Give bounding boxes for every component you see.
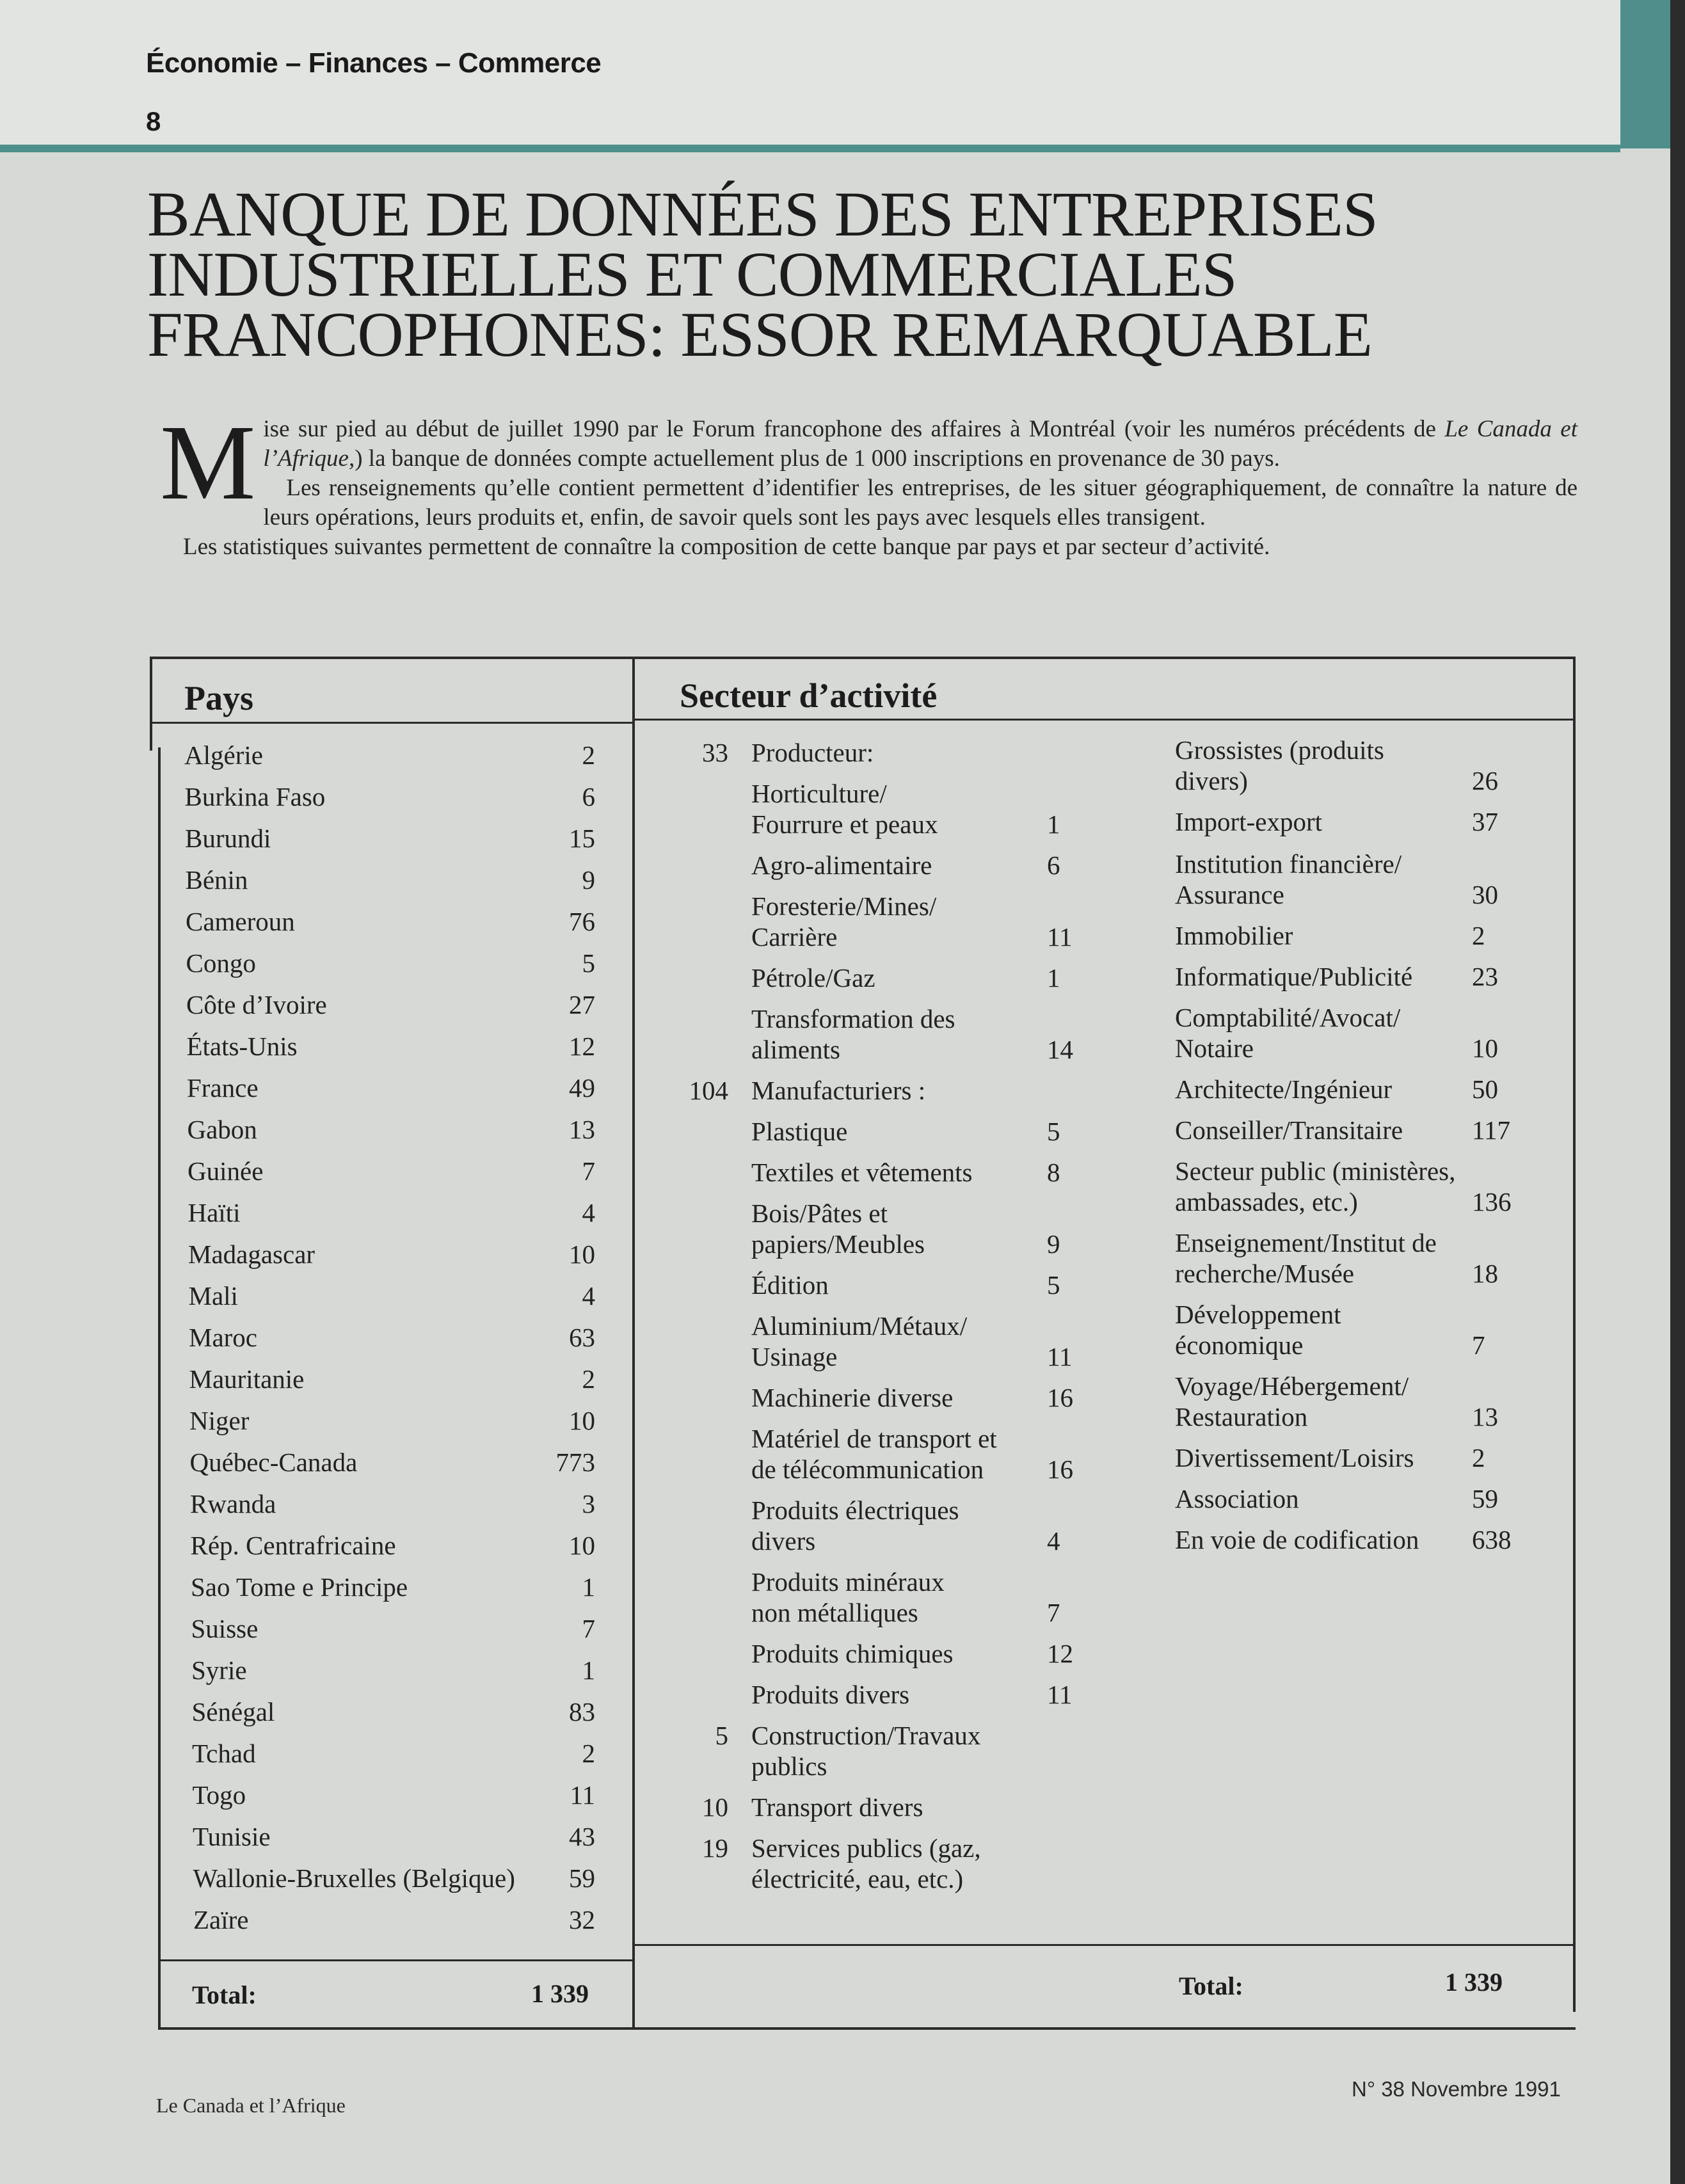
sector-label: Architecte/Ingénieur	[1175, 1074, 1393, 1104]
country-name: Niger	[189, 1406, 250, 1435]
country-name: Gabon	[187, 1115, 257, 1144]
sector-label: ambassades, etc.)	[1175, 1187, 1358, 1216]
sector-label: Horticulture/	[751, 779, 887, 808]
sector-label: Grossistes (produits	[1175, 735, 1384, 765]
country-name: Suisse	[191, 1614, 259, 1643]
sector-label: Pétrole/Gaz	[751, 963, 875, 992]
intro-paragraph: Les statistiques suivantes permettent de connaître la composition de cette banque par pays et par secteur d’activité.	[183, 534, 1270, 560]
country-name: Burundi	[185, 824, 271, 853]
country-name: Cameroun	[186, 907, 295, 936]
publication-name: Le Canada et l’Afrique,	[263, 416, 1577, 472]
sector-label: Institution financière/	[1175, 849, 1402, 879]
country-count: 10	[569, 1406, 595, 1435]
sector-label: Produits divers	[751, 1680, 910, 1709]
header-rule	[0, 145, 1620, 152]
intro-text-run: ise sur pied au début de juillet 1990 par le Forum francophone des affaires à Montréal (voir les numéros précédents de	[263, 416, 1445, 442]
table-left-rule-lower	[158, 747, 161, 2030]
country-name: Mali	[188, 1281, 238, 1311]
sector-group-count: 104	[689, 1076, 728, 1105]
country-name: Rép. Centrafricaine	[190, 1531, 396, 1560]
sector-group-count: 33	[702, 738, 728, 767]
sector-count: 14	[1047, 1035, 1073, 1064]
country-count: 7	[582, 1614, 595, 1643]
country-count: 6	[582, 782, 595, 811]
country-count: 9	[582, 865, 595, 895]
country-count: 12	[569, 1032, 595, 1061]
sector-count: 30	[1472, 880, 1498, 909]
secteur-total-rule	[635, 1944, 1576, 1946]
intro-text	[160, 403, 1577, 562]
country-name: Burkina Faso	[184, 782, 326, 811]
sector-label: Services publics (gaz,	[751, 1833, 981, 1863]
footer-publication: Le Canada et l’Afrique	[156, 2094, 346, 2117]
sector-label: Informatique/Publicité	[1175, 962, 1413, 991]
sector-count: 9	[1047, 1229, 1060, 1259]
sector-label: Transport divers	[751, 1792, 923, 1822]
sector-label: Association	[1175, 1484, 1299, 1513]
country-name: Tunisie	[193, 1822, 271, 1851]
sector-count: 26	[1472, 766, 1498, 795]
country-count: 4	[582, 1281, 595, 1311]
secteur-total-value: 1 339	[1445, 1968, 1503, 1997]
pays-header: Pays	[184, 679, 253, 717]
secteur-total-label: Total:	[1179, 1972, 1243, 2000]
sector-label: divers	[751, 1526, 816, 1556]
sector-label: Conseiller/Transitaire	[1175, 1115, 1403, 1145]
country-name: Guinée	[188, 1156, 264, 1186]
sector-group-count: 19	[702, 1833, 728, 1863]
sector-label: En voie de codification	[1175, 1525, 1419, 1554]
sector-count: 7	[1472, 1330, 1485, 1360]
sector-label: publics	[751, 1751, 827, 1781]
country-name: Maroc	[189, 1323, 258, 1352]
sector-label: Notaire	[1175, 1033, 1254, 1063]
sector-count: 8	[1047, 1158, 1060, 1187]
sector-label: Fourrure et peaux	[751, 809, 938, 839]
country-count: 1	[582, 1572, 595, 1602]
table-right-rule	[1573, 657, 1576, 2012]
sector-count: 11	[1047, 1342, 1073, 1371]
section-name: Économie – Finances – Commerce	[146, 47, 602, 79]
country-name: Sénégal	[191, 1697, 275, 1726]
sector-label: Enseignement/Institut de	[1175, 1228, 1437, 1257]
sector-label: électricité, eau, etc.)	[751, 1864, 964, 1893]
country-name: Sao Tome e Principe	[191, 1572, 408, 1602]
country-name: Togo	[192, 1780, 246, 1810]
sector-label: économique	[1175, 1330, 1304, 1360]
country-name: Québec-Canada	[189, 1447, 358, 1477]
sector-label: Bois/Pâtes et	[751, 1199, 888, 1228]
sector-count: 59	[1472, 1484, 1498, 1513]
sector-count: 7	[1047, 1598, 1060, 1627]
country-count: 15	[569, 824, 595, 853]
pays-total-label: Total:	[192, 1981, 257, 2009]
sector-count: 12	[1047, 1639, 1073, 1668]
country-name: Haïti	[188, 1198, 241, 1227]
sector-label: recherche/Musée	[1175, 1259, 1354, 1288]
intro-text-run: ) la banque de données compte actuellement plus de 1 000 inscriptions en provenance de 30 pays.	[355, 445, 1280, 472]
drop-cap: M	[160, 403, 256, 522]
sector-count: 11	[1047, 922, 1073, 952]
sector-label: Restauration	[1175, 1402, 1308, 1431]
secteur-header: Secteur d’activité	[680, 676, 938, 715]
country-count: 59	[569, 1863, 595, 1893]
sector-label: Aluminium/Métaux/	[751, 1311, 968, 1341]
intro-paragraph: Les renseignements qu’elle contient permettent d’identifier les entreprises, de les situer géographiquement, de connaître la nature de leurs opérations, leurs produits et, enfin, de savoir quels sont les pays avec lesquels elles transigent.	[263, 475, 1577, 530]
country-count: 11	[570, 1780, 595, 1810]
sector-label: divers)	[1175, 766, 1248, 795]
sector-label: Textiles et vêtements	[751, 1158, 973, 1187]
sector-label: Plastique	[751, 1117, 848, 1146]
sector-label: Divertissement/Loisirs	[1175, 1443, 1414, 1472]
page-number: 8	[146, 106, 161, 136]
sector-label: Foresterie/Mines/	[751, 891, 937, 921]
sector-count: 2	[1472, 921, 1485, 950]
sector-label: Produits minéraux	[751, 1567, 945, 1597]
sector-count: 638	[1472, 1525, 1512, 1554]
country-name: Congo	[186, 948, 256, 978]
country-count: 3	[582, 1489, 595, 1518]
sector-count: 11	[1047, 1680, 1073, 1709]
sector-count: 18	[1472, 1259, 1498, 1288]
sector-label: Produits électriques	[751, 1495, 959, 1525]
country-name: Mauritanie	[189, 1364, 305, 1394]
country-count: 773	[555, 1447, 595, 1477]
country-name: Madagascar	[188, 1239, 315, 1269]
country-name: Côte d’Ivoire	[186, 990, 327, 1019]
sector-label: Immobilier	[1175, 921, 1293, 950]
sector-count: 5	[1047, 1270, 1060, 1300]
country-count: 2	[582, 1364, 595, 1394]
sector-label: papiers/Meubles	[751, 1229, 925, 1259]
country-count: 5	[582, 948, 595, 978]
sector-count: 4	[1047, 1526, 1060, 1556]
pays-total-rule	[158, 1959, 634, 1961]
country-name: Algérie	[184, 740, 263, 770]
sector-label: aliments	[751, 1035, 840, 1064]
sector-count: 1	[1047, 809, 1060, 839]
country-count: 83	[569, 1697, 595, 1726]
country-count: 13	[569, 1115, 595, 1144]
country-count: 49	[569, 1073, 595, 1103]
title-line: BANQUE DE DONNÉES DES ENTREPRISES	[147, 179, 1378, 250]
country-count: 76	[569, 907, 595, 936]
country-count: 32	[569, 1905, 595, 1934]
sector-label: Édition	[751, 1270, 829, 1300]
sector-label: Producteur:	[751, 738, 874, 767]
country-count: 2	[582, 740, 595, 770]
table-left-rule	[150, 657, 152, 751]
sector-count: 16	[1047, 1455, 1073, 1484]
table-divider	[632, 657, 635, 2030]
sector-label: Voyage/Hébergement/	[1175, 1371, 1409, 1401]
sector-count: 13	[1472, 1402, 1498, 1431]
sector-label: Matériel de transport et	[751, 1424, 997, 1453]
sector-label: Assurance	[1175, 880, 1284, 909]
secteur-header-rule	[635, 719, 1573, 721]
country-name: Wallonie-Bruxelles (Belgique)	[193, 1863, 515, 1893]
sector-count: 1	[1047, 963, 1060, 992]
sector-count: 136	[1472, 1187, 1512, 1216]
sector-count: 5	[1047, 1117, 1060, 1146]
country-count: 2	[582, 1739, 595, 1768]
sector-count: 37	[1472, 807, 1498, 836]
title-line: INDUSTRIELLES ET COMMERCIALES	[147, 239, 1237, 310]
table-top-rule	[150, 657, 1576, 659]
sector-label: Manufacturiers :	[751, 1076, 926, 1105]
sector-label: Agro-alimentaire	[751, 850, 932, 880]
sector-count: 10	[1472, 1033, 1498, 1063]
country-name: Rwanda	[190, 1489, 276, 1518]
sector-label: Construction/Travaux	[751, 1721, 981, 1750]
sector-count: 2	[1472, 1443, 1485, 1472]
sector-label: Produits chimiques	[751, 1639, 954, 1668]
pays-total-value: 1 339	[531, 1979, 589, 2008]
country-count: 1	[582, 1655, 595, 1685]
sector-label: non métalliques	[751, 1598, 918, 1627]
sector-label: Machinerie diverse	[751, 1383, 954, 1412]
country-name: Tchad	[192, 1739, 256, 1768]
country-name: Syrie	[191, 1655, 247, 1685]
country-count: 63	[569, 1323, 595, 1352]
footer-issue: N° 38 Novembre 1991	[1352, 2077, 1561, 2101]
sector-group-count: 10	[702, 1792, 728, 1822]
country-count: 10	[569, 1239, 595, 1269]
header-accent-tab	[1620, 0, 1670, 148]
sector-count: 6	[1047, 850, 1060, 880]
country-count: 7	[582, 1156, 595, 1186]
sector-label: Carrière	[751, 922, 838, 952]
country-name: Bénin	[185, 865, 248, 895]
sector-count: 16	[1047, 1383, 1073, 1412]
pays-header-rule	[150, 722, 632, 724]
sector-label: Transformation des	[751, 1004, 955, 1033]
country-count: 27	[569, 990, 595, 1019]
sector-count: 23	[1472, 962, 1498, 991]
table-bottom-rule	[158, 2027, 1576, 2030]
title-line: FRANCOPHONES: ESSOR REMARQUABLE	[147, 299, 1372, 370]
country-count: 43	[569, 1822, 595, 1851]
sector-label: Développement	[1175, 1300, 1341, 1329]
country-name: États-Unis	[186, 1032, 298, 1061]
sector-label: Secteur public (ministères,	[1175, 1156, 1456, 1186]
sector-label: de télécommunication	[751, 1455, 984, 1484]
sector-label: Import-export	[1175, 807, 1322, 836]
sector-group-count: 5	[715, 1721, 728, 1750]
sector-count: 117	[1472, 1115, 1510, 1145]
article-title	[147, 179, 1619, 370]
country-name: France	[187, 1073, 259, 1103]
country-name: Zaïre	[193, 1905, 249, 1934]
sector-label: Comptabilité/Avocat/	[1175, 1003, 1401, 1032]
sector-label: Usinage	[751, 1342, 838, 1371]
country-count: 10	[569, 1531, 595, 1560]
country-count: 4	[582, 1198, 595, 1227]
sector-count: 50	[1472, 1074, 1498, 1104]
